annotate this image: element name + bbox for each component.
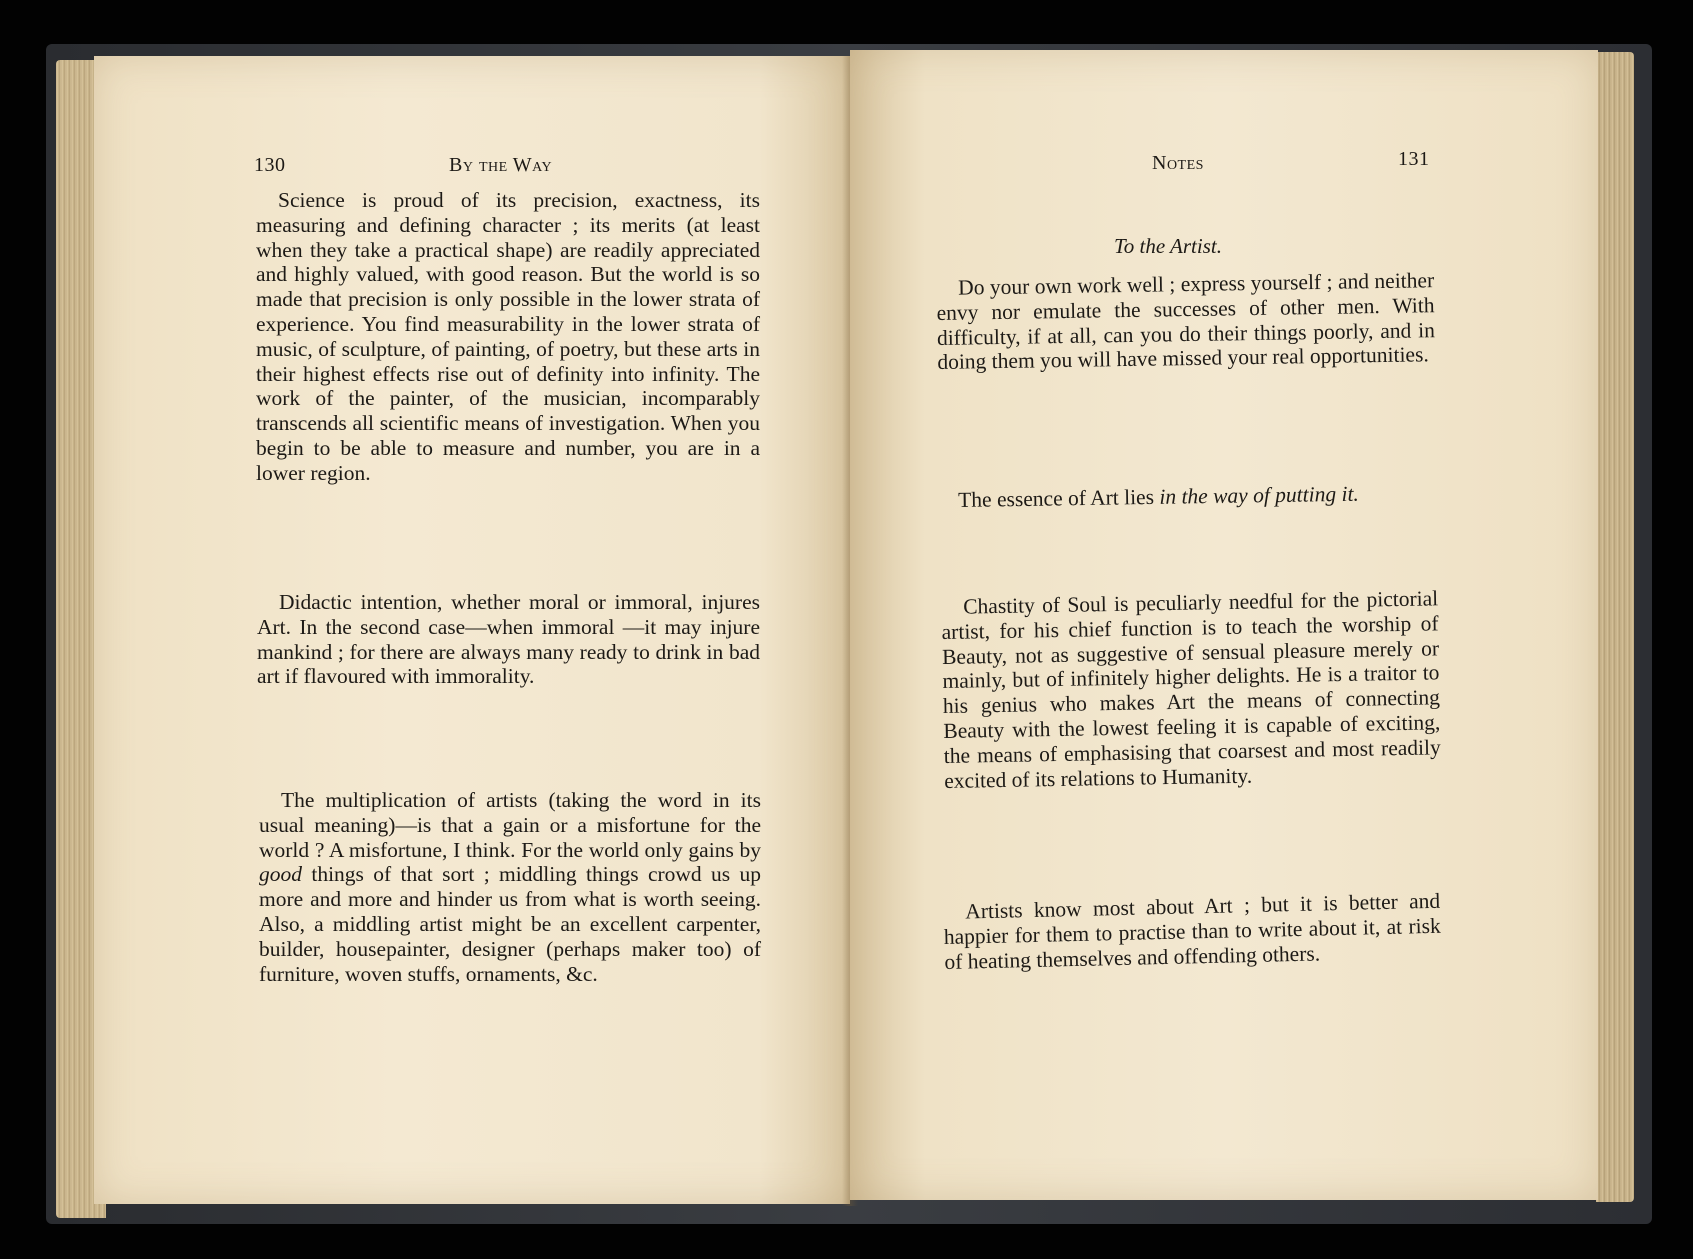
right-running-title: Notes	[1152, 152, 1204, 174]
left-paragraph-1	[256, 188, 760, 486]
paragraph-text: Didactic intention, whether moral or immoral, injures Art. In the second case—when immoral —it may injure mankind ; for there are always many ready to drink in bad art if flavoured with immorality.	[257, 590, 760, 689]
right-page	[850, 50, 1598, 1200]
right-paragraph-3	[941, 586, 1441, 793]
section-heading	[1018, 234, 1318, 259]
text-run: things of that sort ; middling things crowd us up more and more and hinder us from what is worth seeing. Also, a middling artist might be an excellent carpenter, builder, housepainter, designer (perhaps maker too) of furniture, woven stuffs, ornaments, &c.	[259, 862, 761, 986]
text-run: The essence of Art lies	[958, 484, 1160, 512]
right-page-number: 131	[1398, 148, 1430, 170]
left-paragraph-3	[259, 788, 761, 986]
heading-italic: the Artist.	[1139, 234, 1222, 258]
right-page-edges	[1596, 52, 1634, 1202]
paragraph-text: Do your own work well ; express yourself ; and neither envy nor emulate the successes of other men. With difficulty, if at all, can you do their things poorly, and in doing them you will have missed your real opportunities.	[936, 268, 1436, 375]
italic-emphasis: good	[259, 862, 302, 887]
heading-prefix: To	[1114, 234, 1135, 258]
paragraph-text: Science is proud of its precision, exactness, its measuring and defining character ; its merits (at least when they take a practical shape) are readily appreciated and highly valued, with good reason. But the world is so made that precision is only possible in the lower strata of experience. You find measurability in the lower strata of music, of sculpture, of painting, of poetry, but these arts in their highest effects rise out of definity into infinity. The work of the painter, of the musician, incomparably transcends all scientific means of investigation. When you begin to be able to measure and number, you are in a lower region.	[256, 188, 760, 485]
paragraph-text: Artists know most about Art ; but it is better and happier for them to practise than to write about it, at risk of heating themselves and offending others.	[943, 888, 1441, 974]
paragraph-text	[259, 788, 761, 986]
right-paragraph-1	[936, 268, 1435, 375]
left-page	[94, 56, 850, 1204]
right-paragraph-4	[943, 889, 1442, 975]
right-paragraph-2	[958, 480, 1438, 513]
paragraph-text: Chastity of Soul is peculiarly needful for the pictorial artist, for his chief function is to teach the worship of Beauty, not as suggestive of sensual pleasure merely or mainly, but of infinitely higher delights. He is a traitor to his genius who makes Art the means of connecting Beauty with the lowest feeling it is capable of exciting, the means of emphasising that coarsest and most readily excited of its relations to Humanity.	[941, 586, 1441, 793]
italic-emphasis: in the way of putting it.	[1159, 481, 1359, 509]
text-run: The multiplication of artists (taking the word in its usual meaning)—is that a gain or a misfortune for the world ? A misfortune, I think. For the world only gains by	[259, 788, 761, 862]
left-paragraph-2	[257, 590, 760, 689]
left-running-title: By the Way	[449, 154, 553, 176]
left-page-number: 130	[254, 154, 286, 176]
